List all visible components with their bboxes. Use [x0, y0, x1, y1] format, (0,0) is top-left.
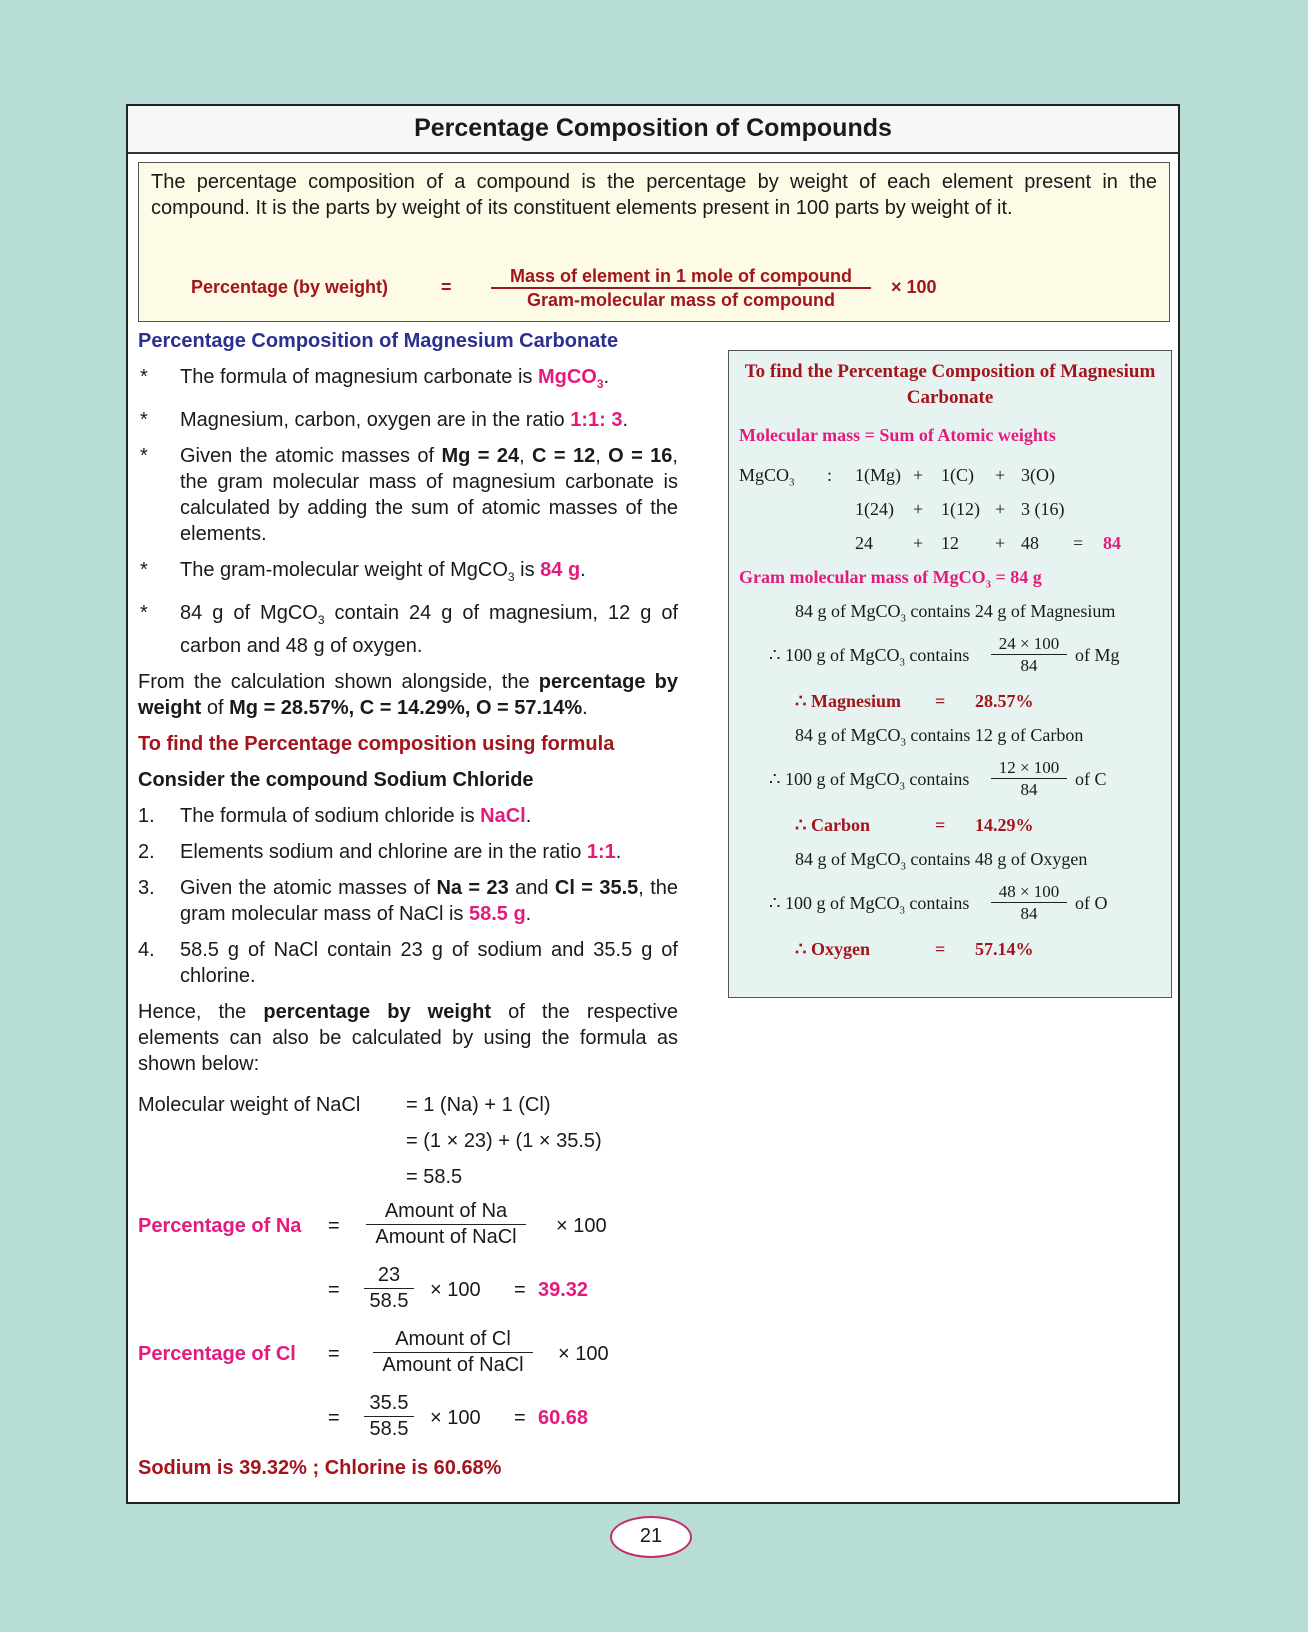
c-contains-line: 84 g of MgCO$_3$ contains 12 g of Carbon — [795, 725, 1084, 749]
percentage-na-label: Percentage of Na — [138, 1215, 302, 1237]
page-number: 21 — [610, 1516, 692, 1558]
page-title: Percentage Composition of Compounds — [128, 106, 1178, 154]
numbered-item-4: 4. 58.5 g of NaCl contain 23 g of sodium and 35.5 g of chlorine. — [138, 939, 678, 987]
heading-sodium-chloride: Consider the compound Sodium Chloride — [138, 769, 534, 791]
hence-text: Hence, the percentage by weight of the respective elements can also be calculated by using the formula as shown below: — [138, 1001, 678, 1075]
na-result: 39.32 — [538, 1279, 589, 1301]
percentage-cl-label: Percentage of Cl — [138, 1343, 296, 1365]
mgco3-label: MgCO$_3$ — [739, 465, 795, 489]
left-column — [138, 328, 678, 1481]
magnesium-result: 28.57% — [975, 691, 1034, 711]
bullet-1: * The formula of magnesium carbonate is MgCO$_3$. — [140, 366, 610, 391]
formula-times: × 100 — [891, 277, 937, 297]
formula-equals: = — [441, 277, 452, 297]
numbered-item-3: 3. Given the atomic masses of Na = 23 and Cl = 35.5, the gram molecular mass of NaCl is 58.5 g. — [138, 877, 678, 925]
cl-result: 60.68 — [538, 1407, 589, 1429]
page — [126, 104, 1180, 1504]
o-100g-line: ∴ 100 g of MgCO$_3$ contains — [769, 893, 970, 917]
cl-fraction: Amount of Cl Amount of NaCl — [373, 1327, 533, 1378]
molecular-weight-label: Molecular weight of NaCl — [138, 1094, 361, 1116]
heading-using-formula: To find the Percentage composition using formula — [138, 733, 615, 755]
o-fraction: 48 × 100 84 — [991, 881, 1067, 924]
carbon-result-label: ∴ Carbon — [795, 815, 870, 835]
mg-100g-line: ∴ 100 g of MgCO$_3$ contains — [769, 645, 970, 669]
molecular-weight-row-2: = (1 × 23) + (1 × 35.5) — [406, 1130, 602, 1152]
mg-contains-line: 84 g of MgCO$_3$ contains 24 g of Magnesium — [795, 601, 1116, 625]
percentage-cl-calc-row: = 35.5 58.5 × 100 = 60.68 — [328, 1392, 589, 1440]
c-100g-line: ∴ 100 g of MgCO$_3$ contains — [769, 769, 970, 793]
oxygen-result-label: ∴ Oxygen — [795, 939, 870, 959]
definition-text: The percentage composition of a compound is the percentage by weight of each element present in the compound. It is the parts by weight of its constituent elements present in 100 parts by weight of it. — [151, 171, 1157, 219]
o-contains-line: 84 g of MgCO$_3$ contains 48 g of Oxygen — [795, 849, 1088, 873]
formula-numerator: Mass of element in 1 mole of compound — [491, 265, 871, 289]
percentage-formula — [191, 263, 1091, 313]
definition-box — [138, 162, 1170, 322]
molecular-weight-row-3: = 58.5 — [406, 1166, 463, 1188]
bullet-2: * Magnesium, carbon, oxygen are in the ratio 1:1: 3. — [140, 409, 629, 431]
magnesium-result-label: ∴ Magnesium — [795, 691, 901, 711]
magnesium-carbonate-calculation-box: To find the Percentage Composition of Magnesium Carbonate Molecular mass = Sum of Atomic weights MgCO$_3$ : 1(Mg) + 1(C) + 3(O) 1(24) + 1(12) + 3 (16) 24 + 12 + 48 = 84 Gram molecular mass of MgCO$_3$ = 84 g 84 g of MgCO$_3$ contains 24 g of Magnesium ∴ 100 g of MgCO$_3$ contains 24 × 100 84 of Mg ∴ Magnesium = 28.57% 84 g of MgCO$_3$ contains 12 g of Carbon ∴ 100 g of MgCO$_3$ contains 12 × 100 84 of C ∴ Carbon = 14.29% 84 g of MgCO$_3$ contains 48 g of Oxygen ∴ 100 g of MgCO$_3$ contains 48 × 100 84 of O ∴ Oxygen = 57.14% — [728, 350, 1172, 998]
numbered-item-2: 2. Elements sodium and chlorine are in the ratio 1:1. — [138, 841, 622, 863]
mg-fraction: 24 × 100 84 — [991, 633, 1067, 676]
heading-magnesium-carbonate: Percentage Composition of Magnesium Carbonate — [138, 330, 619, 352]
from-calculation-text: From the calculation shown alongside, the percentage by weight of Mg = 28.57%, C = 14.29%, O = 57.14%. — [138, 671, 678, 719]
molecular-weight-row-1: Molecular weight of NaCl = 1 (Na) + 1 (Cl) — [138, 1094, 551, 1116]
molecular-mass-label: Molecular mass = Sum of Atomic weights — [739, 425, 1056, 445]
c-fraction: 12 × 100 84 — [991, 757, 1067, 800]
numbered-item-1: 1. The formula of sodium chloride is NaCl. — [138, 805, 532, 827]
calc-box-title: To find the Percentage Composition of Magnesium Carbonate — [744, 361, 1156, 408]
percentage-cl-row: Percentage of Cl = Amount of Cl Amount of NaCl × 100 — [138, 1328, 609, 1376]
oxygen-result: 57.14% — [975, 939, 1034, 959]
mgco3-total: 84 — [1103, 533, 1121, 553]
na-fraction: Amount of Na Amount of NaCl — [366, 1199, 526, 1250]
formula-denominator: Gram-molecular mass of compound — [526, 290, 836, 310]
bullet-4: * The gram-molecular weight of MgCO$_3$ is 84 g. — [140, 559, 586, 584]
percentage-na-row: Percentage of Na = Amount of Na Amount of NaCl × 100 — [138, 1200, 607, 1248]
bullet-3: * Given the atomic masses of Mg = 24, C = 12, O = 16, the gram molecular mass of magnesium carbonate is calculated by adding the sum of atomic masses of the elements. — [140, 445, 678, 545]
carbon-result: 14.29% — [975, 815, 1034, 835]
formula-label: Percentage (by weight) — [191, 277, 389, 297]
final-result: Sodium is 39.32% ; Chlorine is 60.68% — [138, 1457, 502, 1479]
na-value-fraction: 23 58.5 — [364, 1263, 414, 1314]
cl-value-fraction: 35.5 58.5 — [364, 1391, 414, 1442]
percentage-na-calc-row: = 23 58.5 × 100 = 39.32 — [328, 1264, 589, 1312]
formula-fraction — [491, 265, 871, 311]
gram-molecular-mass-label: Gram molecular mass of MgCO$_3$ = 84 g — [739, 567, 1042, 591]
bullet-5: * 84 g of MgCO$_3$ contain 24 g of magnesium, 12 g of carbon and 48 g of oxygen. — [140, 602, 678, 657]
